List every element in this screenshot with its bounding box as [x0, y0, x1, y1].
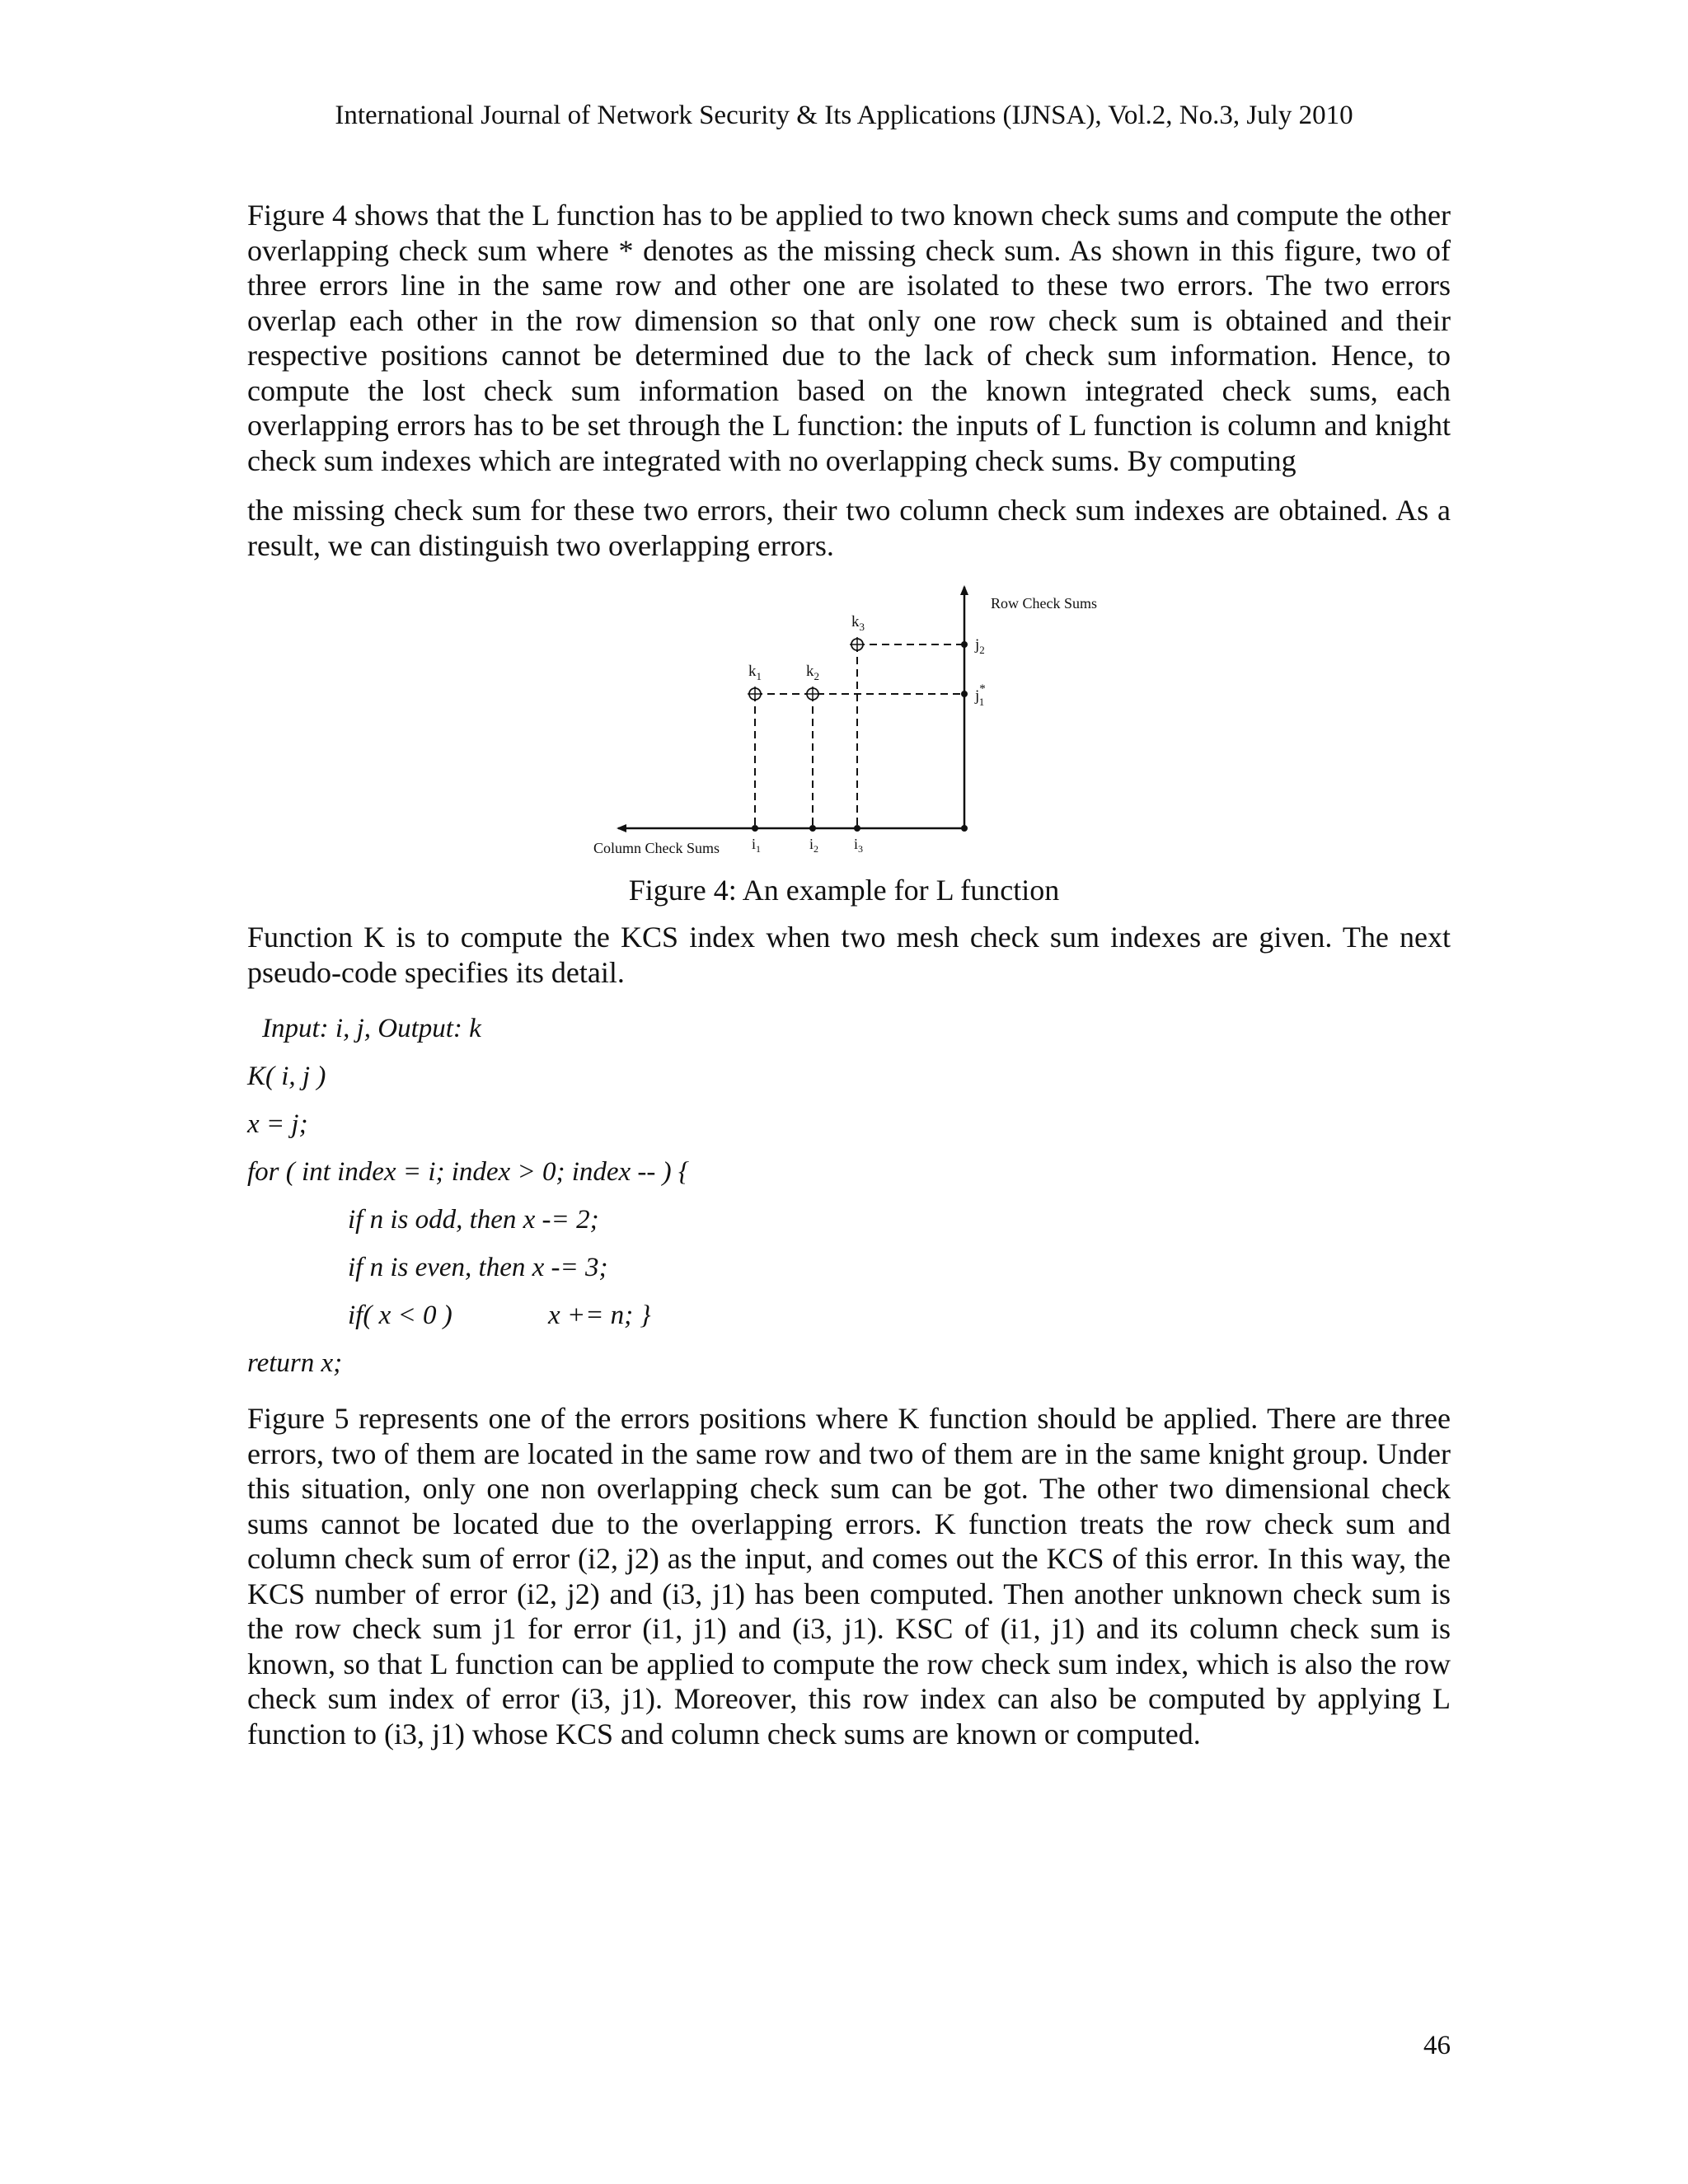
row-label-j1-star: j* 1: [975, 682, 986, 708]
figure-4-diagram: [577, 577, 1154, 857]
paragraph-l-function-result: the missing check sum for these two errors, their two column check sum indexes are obtained. As a result, we can distinguish two overlapping errors.: [247, 494, 1451, 562]
pseudocode-even-case: if n is even, then x -= 3;: [348, 1253, 608, 1282]
error-marker-k1: [748, 687, 762, 701]
y-axis-label: Row Check Sums: [991, 595, 1098, 612]
pseudocode-odd-case: if n is odd, then x -= 2;: [348, 1205, 599, 1235]
row-label-j2: $j_2$: [975, 636, 985, 656]
pseudocode-init: x = j;: [247, 1109, 308, 1139]
pseudocode-signature: Input: i, j, Output: k: [262, 1014, 481, 1043]
knight-label-k1: $k_1$: [748, 663, 762, 682]
dot-i1: [752, 825, 758, 832]
pseudocode-loop: for ( int index = i; index > 0; index -- ) {: [247, 1157, 690, 1187]
pseudocode-wrap-condition: if( x < 0 ): [348, 1301, 452, 1330]
dot-origin: [961, 825, 968, 832]
figure-4-caption: Figure 4: An example for L function: [628, 874, 1060, 907]
paragraph-l-function-intro: Figure 4 shows that the L function has to be applied to two known check sums and compute the other overlapping check sum where * denotes as the missing check sum. As shown in this figure, two of three errors line in the same row and other one are isolated to these two errors. The two errors overlap each other in the row dimension so that only one row check sum is obtained and their respective positions cannot be determined due to the lack of check sum information. Hence, to compute the lost check sum information based on the known integrated check sums, each overlapping errors has to be set through the L function: the inputs of L function is column and knight check sum indexes which are integrated with no overlapping check sums. By computing: [247, 199, 1451, 477]
column-label-i1: $i_1$: [752, 836, 762, 855]
knight-label-k3: $k_3$: [851, 613, 865, 633]
column-label-i3: $i_3$: [854, 836, 864, 855]
pseudocode-return: return x;: [247, 1348, 343, 1378]
pseudocode-wrap-action: x += n; }: [548, 1301, 651, 1330]
dot-j2: [961, 641, 968, 648]
x-axis-label: Column Check Sums: [593, 840, 720, 856]
page-number: 46: [1423, 2031, 1451, 2060]
error-marker-k2: [805, 687, 820, 701]
pseudocode-function-header: K( i, j ): [247, 1062, 326, 1091]
dot-i3: [854, 825, 860, 832]
running-header: International Journal of Network Security & Its Applications (IJNSA), Vol.2, No.3, July 2010: [335, 101, 1353, 130]
paragraph-k-function-intro: Function K is to compute the KCS index when two mesh check sum indexes are given. The next pseudo-code specifies its detail.: [247, 921, 1451, 989]
dot-j1: [961, 691, 968, 697]
knight-label-k2: $k_2$: [806, 663, 819, 682]
error-marker-k3: [850, 637, 865, 652]
dot-i2: [809, 825, 816, 832]
paragraph-figure-5-description: Figure 5 represents one of the errors positions where K function should be applied. There are three errors, two of them are located in the same row and two of them are in the same knight group. Under this situation, only one non overlapping check sum can be got. The other two dimensional check sums cannot be located due to the overlapping errors. K function treats the row check sum and column check sum of error (i2, j2) as the input, and comes out the KCS of this error. In this way, the KCS number of error (i2, j2) and (i3, j1) has been computed. Then another unknown check sum is the row check sum j1 for error (i1, j1) and (i3, j1). KSC of (i1, j1) and its column check sum is known, so that L function can be applied to compute the row check sum index, which is also the row check sum index of error (i3, j1). Moreover, this row index can also be computed by applying L function to (i3, j1) whose KCS and column check sums are known or computed.: [247, 1402, 1451, 1750]
column-label-i2: $i_2$: [809, 836, 819, 855]
